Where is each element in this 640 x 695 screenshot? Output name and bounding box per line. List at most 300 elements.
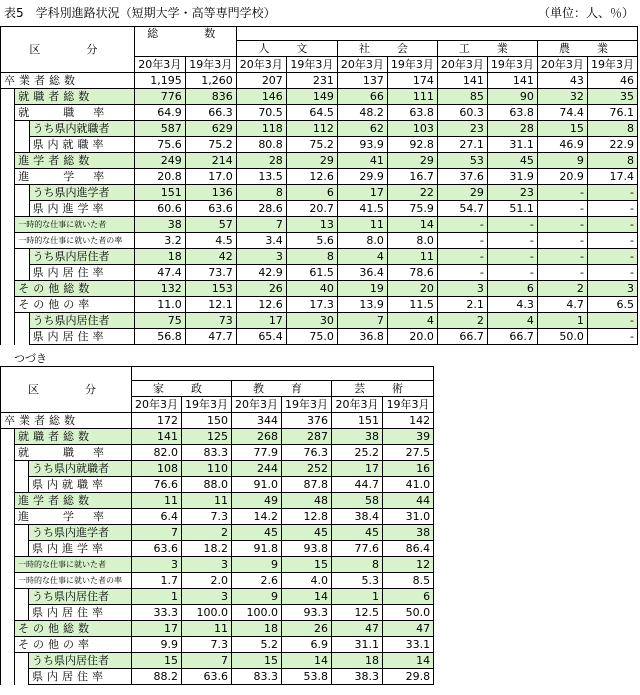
table-cell: 75.6 (134, 137, 185, 153)
table-cell: 15 (537, 121, 587, 137)
table-cell: 23 (437, 121, 487, 137)
row-label: 卒業者総数 (1, 413, 132, 429)
indent-cell (1, 89, 15, 105)
row-label: 一時的な仕事に就いた者の率 (15, 233, 134, 249)
table-cell: 3 (437, 281, 487, 297)
indent-cell (1, 669, 15, 685)
table-cell: - (437, 265, 487, 281)
table-cell: - (537, 185, 587, 201)
table-cell: 7.3 (182, 509, 232, 525)
table-cell: - (537, 201, 587, 217)
table-row (1, 217, 638, 233)
table-row (1, 185, 638, 201)
table-cell: 27.1 (437, 137, 487, 153)
table-cell: 78.6 (387, 265, 437, 281)
table-cell: 86.4 (383, 541, 434, 557)
table-cell: 15 (232, 653, 282, 669)
table-cell: 1 (537, 313, 587, 329)
table-cell: 88.2 (132, 669, 182, 685)
table-cell: 53 (437, 153, 487, 169)
table-cell: 87.8 (282, 477, 332, 493)
table-cell: 7 (182, 653, 232, 669)
table-cell: 3 (132, 557, 182, 573)
group-header: 社 会 (337, 41, 437, 57)
row-label: 県内居住率 (29, 265, 134, 281)
table-cell: 64.5 (286, 105, 337, 121)
table-cell: 66.7 (487, 329, 537, 345)
row-label: その他の率 (15, 637, 132, 653)
table-cell: 20.9 (537, 169, 587, 185)
table-cell: 22.9 (587, 137, 637, 153)
table-cell: 63.6 (132, 541, 182, 557)
table-cell: 44.7 (332, 477, 383, 493)
table-cell: 151 (332, 413, 383, 429)
table-cell: 29 (286, 153, 337, 169)
table-cell: 48.2 (337, 105, 387, 121)
table-cell: 146 (236, 89, 286, 105)
table-cell: 12.6 (286, 169, 337, 185)
table-cell: 8 (332, 557, 383, 573)
table-cell: - (437, 249, 487, 265)
table-cell: 28.6 (236, 201, 286, 217)
indent-cell (1, 121, 15, 137)
row-label: 県内進学率 (29, 541, 132, 557)
table-cell: 16.7 (387, 169, 437, 185)
table-cell: 20.0 (387, 329, 437, 345)
table-cell: 4.0 (282, 573, 332, 589)
table-cell: 9 (232, 557, 282, 573)
indent-cell (15, 525, 29, 541)
table-cell: 83.3 (182, 445, 232, 461)
table-cell: 14 (282, 589, 332, 605)
table-cell: 8.0 (387, 233, 437, 249)
table-cell: 4.3 (487, 297, 537, 313)
table-cell: 3.4 (236, 233, 286, 249)
year-header-20: 20年3月 (236, 57, 286, 73)
indent-cell (1, 557, 15, 573)
indent-cell (15, 265, 29, 281)
row-label: 一時的な仕事に就いた者の率 (15, 573, 132, 589)
table-cell: 1,195 (134, 73, 185, 89)
table-cell: 53.8 (282, 669, 332, 685)
kubun-header: 区 分 (1, 367, 132, 413)
table-cell: 118 (236, 121, 286, 137)
row-label: 県内居住率 (29, 669, 132, 685)
row-label: 一時的な仕事に就いた者 (15, 557, 132, 573)
table-cell: 42.9 (236, 265, 286, 281)
table-cell: 14.2 (232, 509, 282, 525)
indent-cell (1, 621, 15, 637)
year-header-20: 20年3月 (232, 397, 282, 413)
table-cell: 41.5 (337, 201, 387, 217)
row-label: 就職者総数 (15, 89, 134, 105)
table-cell: 214 (185, 153, 236, 169)
table-cell: 136 (185, 185, 236, 201)
group-header: 教 育 (232, 381, 332, 397)
table-row (1, 153, 638, 169)
indent-cell (1, 541, 15, 557)
indent-cell (1, 185, 15, 201)
indent-cell (1, 525, 15, 541)
table-row (1, 249, 638, 265)
table-cell: 7 (236, 217, 286, 233)
indent-cell (15, 329, 29, 345)
table-cell: 3.2 (134, 233, 185, 249)
table-cell: 141 (487, 73, 537, 89)
row-label: その他の率 (15, 297, 134, 313)
indent-cell (15, 669, 29, 685)
table-cell: 100.0 (232, 605, 282, 621)
row-label: 県内進学率 (29, 201, 134, 217)
table-cell: 22 (387, 185, 437, 201)
table-row (1, 509, 434, 525)
table-cell: 2.6 (232, 573, 282, 589)
group-header: 家 政 (132, 381, 232, 397)
table-cell: 65.4 (236, 329, 286, 345)
table-cell: 36.4 (337, 265, 387, 281)
year-header-20: 20年3月 (132, 397, 182, 413)
row-label: 一時的な仕事に就いた者 (15, 217, 134, 233)
table-cell: 41.0 (383, 477, 434, 493)
table-cell: 75.2 (286, 137, 337, 153)
row-label: 県内居住率 (29, 605, 132, 621)
group-header-spacer (236, 27, 637, 41)
table-cell: 2 (537, 281, 587, 297)
table-cell: 50.0 (537, 329, 587, 345)
indent-cell (15, 121, 29, 137)
indent-cell (1, 605, 15, 621)
table-cell: 11 (182, 493, 232, 509)
table-cell: 14 (387, 217, 437, 233)
indent-cell (15, 541, 29, 557)
table-cell: 8 (236, 185, 286, 201)
table-cell: 1 (332, 589, 383, 605)
table-cell: 6 (383, 589, 434, 605)
table-cell: 51.1 (487, 201, 537, 217)
indent-cell (1, 137, 15, 153)
table-cell: 8.0 (337, 233, 387, 249)
table-cell: 32 (537, 89, 587, 105)
table-cell: 15 (132, 653, 182, 669)
table-cell: 110 (182, 461, 232, 477)
table-cell: 11 (387, 249, 437, 265)
table-cell: 4 (487, 313, 537, 329)
table-cell: 108 (132, 461, 182, 477)
table-cell: 142 (383, 413, 434, 429)
indent-cell (1, 265, 15, 281)
indent-cell (1, 249, 15, 265)
table-cell: 93.3 (282, 605, 332, 621)
table-cell: 61.5 (286, 265, 337, 281)
table-cell: 137 (337, 73, 387, 89)
table-cell: 2 (437, 313, 487, 329)
table-cell: 91.8 (232, 541, 282, 557)
table-cell: 12.5 (332, 605, 383, 621)
group-header: 農 業 (537, 41, 637, 57)
indent-cell (1, 281, 15, 297)
table-cell: 58 (332, 493, 383, 509)
table-cell: 2.1 (437, 297, 487, 313)
year-header-20: 20年3月 (537, 57, 587, 73)
table-cell: 12 (383, 557, 434, 573)
table-cell: 172 (132, 413, 182, 429)
table-cell: 12.6 (236, 297, 286, 313)
table-row (1, 669, 434, 685)
table-cell: 20.8 (134, 169, 185, 185)
table-cell: - (537, 249, 587, 265)
table-cell: - (587, 185, 637, 201)
table-cell: 66.7 (437, 329, 487, 345)
table-cell: 836 (185, 89, 236, 105)
table-cell: 75.9 (387, 201, 437, 217)
table-cell: 63.8 (387, 105, 437, 121)
row-label: その他総数 (15, 621, 132, 637)
indent-cell (1, 493, 15, 509)
table-cell: 66.3 (185, 105, 236, 121)
table-cell: 31.0 (383, 509, 434, 525)
indent-cell (1, 637, 15, 653)
table-row (1, 297, 638, 313)
table-cell: 76.6 (132, 477, 182, 493)
table-cell: 60.3 (437, 105, 487, 121)
table-cell: 18 (134, 249, 185, 265)
table-cell: 287 (282, 429, 332, 445)
table-row (1, 105, 638, 121)
indent-cell (1, 329, 15, 345)
table-cell: 40 (286, 281, 337, 297)
table-cell: 47.7 (185, 329, 236, 345)
table-cell: 47.4 (134, 265, 185, 281)
row-label: 就 職 率 (15, 445, 132, 461)
indent-cell (1, 201, 15, 217)
table-cell: 38.4 (332, 509, 383, 525)
row-label: うち県内進学者 (29, 185, 134, 201)
table-cell: 8 (587, 121, 637, 137)
continued-label: つづき (14, 352, 47, 365)
table-cell: 92.8 (387, 137, 437, 153)
table-cell: 38.3 (332, 669, 383, 685)
table-cell: 38 (383, 525, 434, 541)
table-cell: 149 (286, 89, 337, 105)
table-cell: 31.1 (487, 137, 537, 153)
page-title: 表5 学科別進路状況（短期大学・高等専門学校） (4, 6, 276, 20)
table-cell: 83.3 (232, 669, 282, 685)
table-cell: 13 (286, 217, 337, 233)
indent-cell (1, 233, 15, 249)
table-cell: 62 (337, 121, 387, 137)
table-cell: - (537, 265, 587, 281)
table-cell: 30 (286, 313, 337, 329)
table-cell: 268 (232, 429, 282, 445)
table-cell: 18 (332, 653, 383, 669)
row-label: 卒業者総数 (1, 73, 135, 89)
table-row (1, 121, 638, 137)
row-label: 進 学 率 (15, 169, 134, 185)
table-row (1, 477, 434, 493)
table-row (1, 653, 434, 669)
indent-cell (1, 573, 15, 589)
table-cell: 66 (337, 89, 387, 105)
table-cell: 141 (132, 429, 182, 445)
year-header-19: 19年3月 (286, 57, 337, 73)
table-cell: - (437, 217, 487, 233)
total-header: 総 数 (134, 27, 236, 57)
row-label: 県内就職率 (29, 477, 132, 493)
row-label: うち県内就職者 (29, 121, 134, 137)
table-row (1, 233, 638, 249)
table-cell: 28 (236, 153, 286, 169)
indent-cell (15, 185, 29, 201)
table-cell: 20.7 (286, 201, 337, 217)
indent-cell (15, 137, 29, 153)
table-cell: 17.4 (587, 169, 637, 185)
table-cell: 93.8 (282, 541, 332, 557)
indent-cell (15, 201, 29, 217)
table-cell: 231 (286, 73, 337, 89)
row-label: うち県内進学者 (29, 525, 132, 541)
table-cell: 28 (487, 121, 537, 137)
row-label: 県内就職率 (29, 137, 134, 153)
table-cell: 76.1 (587, 105, 637, 121)
table-cell: 11.5 (387, 297, 437, 313)
table-cell: 16 (383, 461, 434, 477)
table-cell: 73.7 (185, 265, 236, 281)
table-cell: 244 (232, 461, 282, 477)
indent-cell (15, 461, 29, 477)
table-cell: 1.7 (132, 573, 182, 589)
table-cell: 4.5 (185, 233, 236, 249)
table-cell: 45 (487, 153, 537, 169)
table-cell: 75 (134, 313, 185, 329)
row-label: うち県内居住者 (29, 249, 134, 265)
table-cell: 45 (282, 525, 332, 541)
table-cell: - (587, 265, 637, 281)
table-cell: 6.5 (587, 297, 637, 313)
indent-cell (1, 477, 15, 493)
table-cell: 7.3 (182, 637, 232, 653)
indent-cell (1, 105, 15, 121)
indent-cell (15, 477, 29, 493)
data-table-2 (0, 366, 434, 685)
table-cell: 37.6 (437, 169, 487, 185)
table-cell: 4 (337, 249, 387, 265)
year-header-19: 19年3月 (185, 57, 236, 73)
table-cell: 46.9 (537, 137, 587, 153)
table-cell: 33.3 (132, 605, 182, 621)
table-cell: 90 (487, 89, 537, 105)
table-cell: 77.6 (332, 541, 383, 557)
table-cell: 39 (383, 429, 434, 445)
table-cell: 6 (487, 281, 537, 297)
table-cell: 20 (387, 281, 437, 297)
table2-header-row-1 (1, 367, 434, 381)
table-cell: 7 (337, 313, 387, 329)
table-row (1, 605, 434, 621)
table-cell: 75.0 (286, 329, 337, 345)
table-cell: 174 (387, 73, 437, 89)
table-cell: 2 (182, 525, 232, 541)
table-cell: - (487, 249, 537, 265)
table-cell: 82.0 (132, 445, 182, 461)
table-cell: 29.9 (337, 169, 387, 185)
row-label: その他総数 (15, 281, 134, 297)
row-label: うち県内居住者 (29, 589, 132, 605)
table-cell: 44 (383, 493, 434, 509)
table1-header-row-1 (1, 27, 638, 41)
table-row (1, 525, 434, 541)
table-cell: 18 (232, 621, 282, 637)
table-cell: 207 (236, 73, 286, 89)
table-row (1, 313, 638, 329)
table-row (1, 169, 638, 185)
table-cell: 776 (134, 89, 185, 105)
table-cell: 80.8 (236, 137, 286, 153)
table-cell: 100.0 (182, 605, 232, 621)
table-cell: 252 (282, 461, 332, 477)
table-row (1, 493, 434, 509)
table-cell: - (587, 329, 637, 345)
table-cell: 9 (537, 153, 587, 169)
table-cell: 27.5 (383, 445, 434, 461)
table-cell: 47 (332, 621, 383, 637)
row-label: 進 学 率 (15, 509, 132, 525)
table-cell: 88.0 (182, 477, 232, 493)
indent-cell (1, 589, 15, 605)
table-cell: 1 (132, 589, 182, 605)
table-cell: - (537, 217, 587, 233)
table-cell: - (437, 233, 487, 249)
table-cell: 5.6 (286, 233, 337, 249)
unit-note: （単位：人、％） (537, 6, 634, 20)
table-cell: 50.0 (383, 605, 434, 621)
table-cell: 38 (134, 217, 185, 233)
indent-cell (15, 605, 29, 621)
table-cell: 77.9 (232, 445, 282, 461)
table-cell: 43 (537, 73, 587, 89)
table-cell: 47 (383, 621, 434, 637)
table-cell: 5.2 (232, 637, 282, 653)
table-cell: 7 (132, 525, 182, 541)
table-cell: 11 (337, 217, 387, 233)
table-cell: 8.5 (383, 573, 434, 589)
table-cell: 64.9 (134, 105, 185, 121)
table-cell: 344 (232, 413, 282, 429)
table-cell: 63.8 (487, 105, 537, 121)
table-cell: 70.5 (236, 105, 286, 121)
kubun-header: 区 分 (1, 27, 135, 73)
table-cell: 76.3 (282, 445, 332, 461)
indent-cell (1, 169, 15, 185)
year-header-20: 20年3月 (134, 57, 185, 73)
table-cell: 13.9 (337, 297, 387, 313)
table-cell: 31.9 (487, 169, 537, 185)
group-header: 工 業 (437, 41, 537, 57)
table-cell: 74.4 (537, 105, 587, 121)
table-cell: 6.4 (132, 509, 182, 525)
table-cell: 153 (185, 281, 236, 297)
indent-cell (1, 313, 15, 329)
indent-cell (1, 217, 15, 233)
table-cell: 9.9 (132, 637, 182, 653)
indent-cell (1, 297, 15, 313)
table-cell: 54.7 (437, 201, 487, 217)
table-row (1, 329, 638, 345)
table-cell: 35 (587, 89, 637, 105)
table-cell: 11 (182, 621, 232, 637)
year-header-19: 19年3月 (587, 57, 637, 73)
table-cell: 3 (182, 589, 232, 605)
indent-cell (15, 313, 29, 329)
